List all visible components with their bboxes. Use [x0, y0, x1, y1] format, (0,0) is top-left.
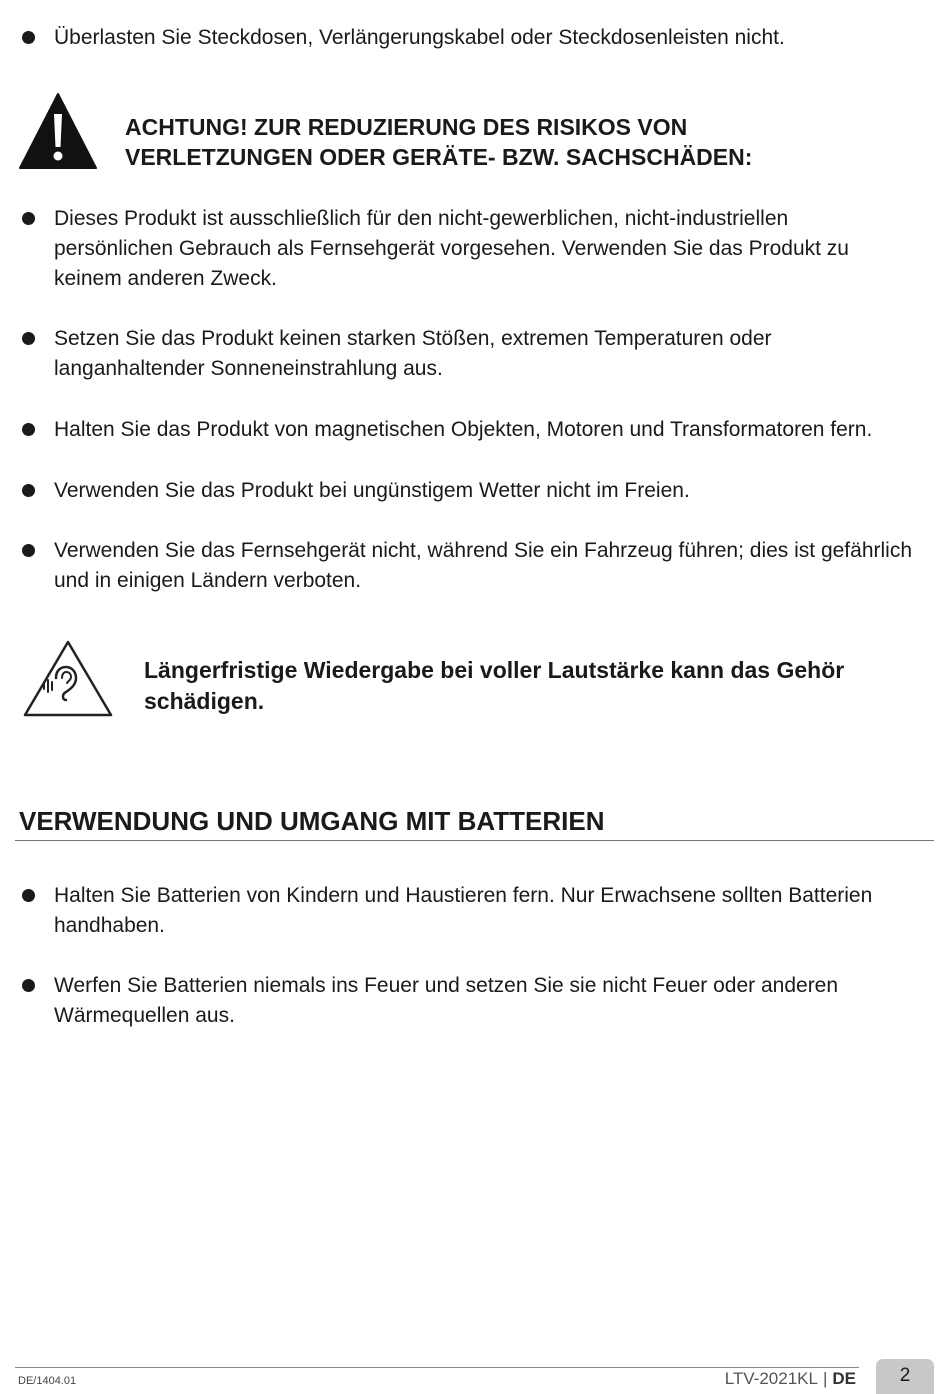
footer-divider — [15, 1367, 859, 1368]
list-item — [22, 23, 912, 53]
model-number: LTV-2021KL — [724, 1369, 818, 1388]
list-item — [22, 415, 937, 445]
list-item-text: Werfen Sie Batterien niemals ins Feuer und setzen Sie sie nicht Feuer oder anderen Wärmequellen aus. — [54, 974, 839, 1027]
bullet-dot — [22, 979, 35, 992]
footer-model-info — [725, 1369, 856, 1389]
list-item-text: Überlasten Sie Steckdosen, Verlängerungskabel oder Steckdosenleisten nicht. — [54, 26, 785, 49]
list-item — [22, 476, 912, 506]
language-code: DE — [832, 1369, 856, 1388]
list-item — [22, 881, 937, 941]
section-divider — [15, 840, 934, 841]
bullet-dot — [22, 544, 35, 557]
page-number: 2 — [876, 1359, 934, 1394]
hearing-warning-line: schädigen. — [144, 688, 265, 714]
warning-title-line: VERLETZUNGEN ODER GERÄTE- BZW. SACHSCHÄDEN: — [125, 144, 753, 170]
list-item — [22, 536, 912, 596]
warning-title — [125, 112, 925, 172]
list-item — [22, 971, 912, 1031]
hearing-warning-line: Längerfristige Wiedergabe bei voller Lautstärke kann das Gehör — [144, 657, 845, 683]
list-item-text: Dieses Produkt ist ausschließlich für den nicht-gewerblichen, nicht-industriellen persönlichen Gebrauch als Fernsehgerät vorgesehen. Verwenden Sie das Produkt zu keinem anderen Zweck. — [54, 207, 849, 290]
list-item-text: Verwenden Sie das Fernsehgerät nicht, während Sie ein Fahrzeug führen; dies ist gefährlich und in einigen Ländern verboten. — [54, 539, 913, 592]
warning-triangle-icon — [18, 92, 98, 170]
document-code: DE/1404.01 — [18, 1375, 77, 1387]
bullet-dot — [22, 423, 35, 436]
list-item-text: Halten Sie das Produkt von magnetischen Objekten, Motoren und Transformatoren fern. — [54, 418, 873, 441]
hearing-warning-text — [144, 655, 934, 717]
bullet-dot — [22, 212, 35, 225]
bullet-dot — [22, 332, 35, 345]
section-title: VERWENDUNG UND UMGANG MIT BATTERIEN — [19, 806, 605, 836]
bullet-dot — [22, 889, 35, 902]
footer-separator: | — [822, 1369, 828, 1388]
list-item — [22, 204, 912, 294]
warning-title-line: ACHTUNG! ZUR REDUZIERUNG DES RISIKOS VON — [125, 114, 688, 140]
list-item-text: Halten Sie Batterien von Kindern und Haustieren fern. Nur Erwachsene sollten Batterien handhaben. — [54, 884, 873, 937]
list-item-text: Setzen Sie das Produkt keinen starken Stößen, extremen Temperaturen oder langanhaltender Sonneneinstrahlung aus. — [54, 327, 772, 380]
list-item — [22, 324, 912, 384]
bullet-dot — [22, 484, 35, 497]
hearing-damage-icon — [22, 638, 114, 718]
bullet-dot — [22, 31, 35, 44]
list-item-text: Verwenden Sie das Produkt bei ungünstigem Wetter nicht im Freien. — [54, 479, 690, 502]
